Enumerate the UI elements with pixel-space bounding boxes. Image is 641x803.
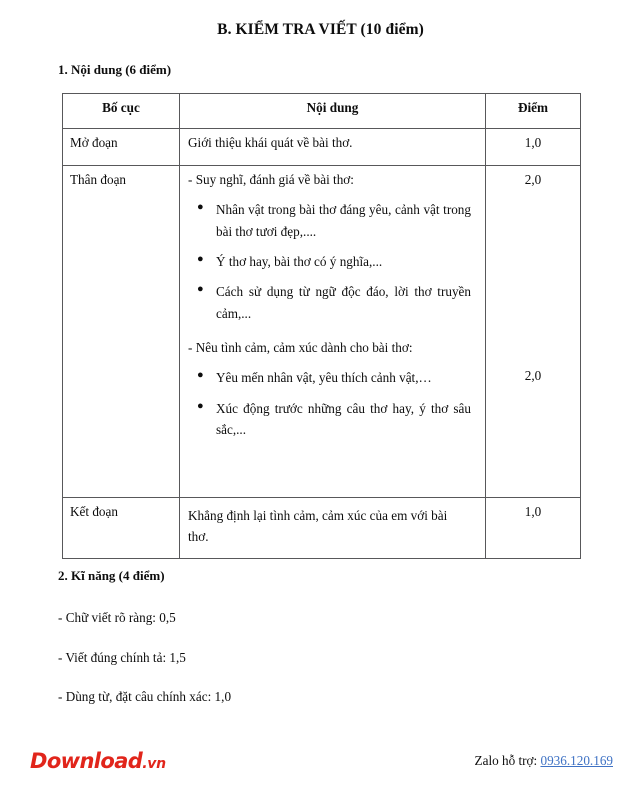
cell-noi-dung-ket-doan [180, 498, 486, 559]
cell-diem-than-doan [486, 166, 581, 498]
cell-diem-ket-doan [486, 498, 581, 559]
column-header-noi-dung-label: Nội dung [306, 100, 359, 115]
section-heading-ki-nang: 2. Kĩ năng (4 điểm) [58, 568, 165, 583]
list-item-text: Ý thơ hay, bài thơ có ý nghĩa,... [216, 253, 383, 269]
spacer [188, 324, 477, 337]
site-logo[interactable] [30, 749, 166, 773]
bullet-icon: ● [197, 399, 204, 412]
list-item [188, 251, 477, 272]
table-header-row [63, 94, 581, 129]
column-header-diem-label: Điểm [517, 100, 549, 115]
spacer [188, 186, 477, 199]
list-item-text: Yêu mến nhân vật, yêu thích cảnh vật,… [216, 370, 432, 386]
page-title: B. KIỂM TRA VIẾT (10 điểm) [217, 21, 424, 38]
section-heading-noi-dung: 1. Nội dung (6 điểm) [58, 62, 172, 77]
list-item [188, 281, 477, 324]
zalo-support-label: Zalo hỗ trợ: [474, 753, 538, 768]
column-header-noi-dung [180, 94, 486, 129]
skill-item-spelling: - Viết đúng chính tả: 1,5 [58, 650, 186, 665]
bullet-icon: ● [197, 283, 204, 296]
table-row [63, 166, 581, 498]
table-row [63, 129, 581, 166]
cell-diem-mo-doan-value: 1,0 [524, 135, 542, 150]
cell-bo-cuc-than-doan-label: Thân đoạn [70, 172, 127, 187]
cell-bo-cuc-ket-doan-label: Kết đoạn [70, 504, 118, 519]
list-item [188, 199, 477, 242]
cell-noi-dung-mo-doan [180, 129, 486, 166]
list-item-text: Nhân vật trong bài thơ đáng yêu, cảnh vật trong bài thơ tươi đẹp,.... [216, 202, 471, 239]
than-doan-part2-bullets [188, 367, 477, 440]
cell-diem-ket-doan-value: 1,0 [524, 504, 542, 519]
cell-diem-than-doan-values [486, 166, 580, 497]
cell-noi-dung-ket-doan-body [180, 498, 485, 556]
zalo-phone-link[interactable]: 0936.120.169 [540, 753, 613, 768]
than-doan-part2-lead: - Nêu tình cảm, cảm xúc dành cho bài thơ: [188, 340, 413, 356]
skill-item-wording: - Dùng từ, đặt câu chính xác: 1,0 [58, 689, 232, 704]
zalo-support [475, 753, 613, 769]
spacer [188, 358, 477, 367]
list-item [188, 367, 477, 388]
list-item-text: Xúc động trước những câu thơ hay, ý thơ sâu sắc,... [216, 400, 471, 438]
bullet-icon: ● [197, 369, 204, 382]
column-header-diem [486, 94, 581, 129]
than-doan-part1-lead: - Suy nghĩ, đánh giá về bài thơ: [188, 172, 354, 187]
cell-diem-than-doan-value-1: 2,0 [524, 172, 542, 187]
cell-diem-mo-doan [486, 129, 581, 166]
cell-bo-cuc-mo-doan-label: Mở đoạn [70, 135, 118, 150]
cell-noi-dung-mo-doan-body [180, 129, 485, 157]
cell-noi-dung-than-doan-body [180, 166, 485, 449]
skill-item-handwriting: - Chữ viết rõ ràng: 0,5 [58, 610, 176, 625]
table-row [63, 498, 581, 559]
grading-table [62, 93, 581, 559]
cell-diem-than-doan-value-2: 2,0 [524, 368, 542, 383]
cell-bo-cuc-than-doan [63, 166, 180, 498]
ket-doan-lead-text: Khẳng định lại tình cảm, cảm xúc của em với bài thơ. [188, 508, 448, 545]
column-header-bo-cuc [63, 94, 180, 129]
list-item-text: Cách sử dụng từ ngữ độc đáo, lời thơ truyền cảm,... [216, 284, 471, 321]
column-header-bo-cuc-label: Bố cục [102, 100, 140, 115]
site-logo-tld: .vn [142, 756, 166, 772]
than-doan-part1-bullets [188, 199, 477, 324]
mo-doan-lead-text: Giới thiệu khái quát về bài thơ. [188, 135, 353, 150]
site-logo-name: Download [30, 749, 143, 773]
bullet-icon: ● [197, 201, 204, 214]
cell-noi-dung-than-doan [180, 166, 486, 498]
cell-bo-cuc-ket-doan [63, 498, 180, 559]
bullet-icon: ● [197, 252, 204, 265]
cell-bo-cuc-mo-doan [63, 129, 180, 166]
list-item [188, 398, 477, 441]
